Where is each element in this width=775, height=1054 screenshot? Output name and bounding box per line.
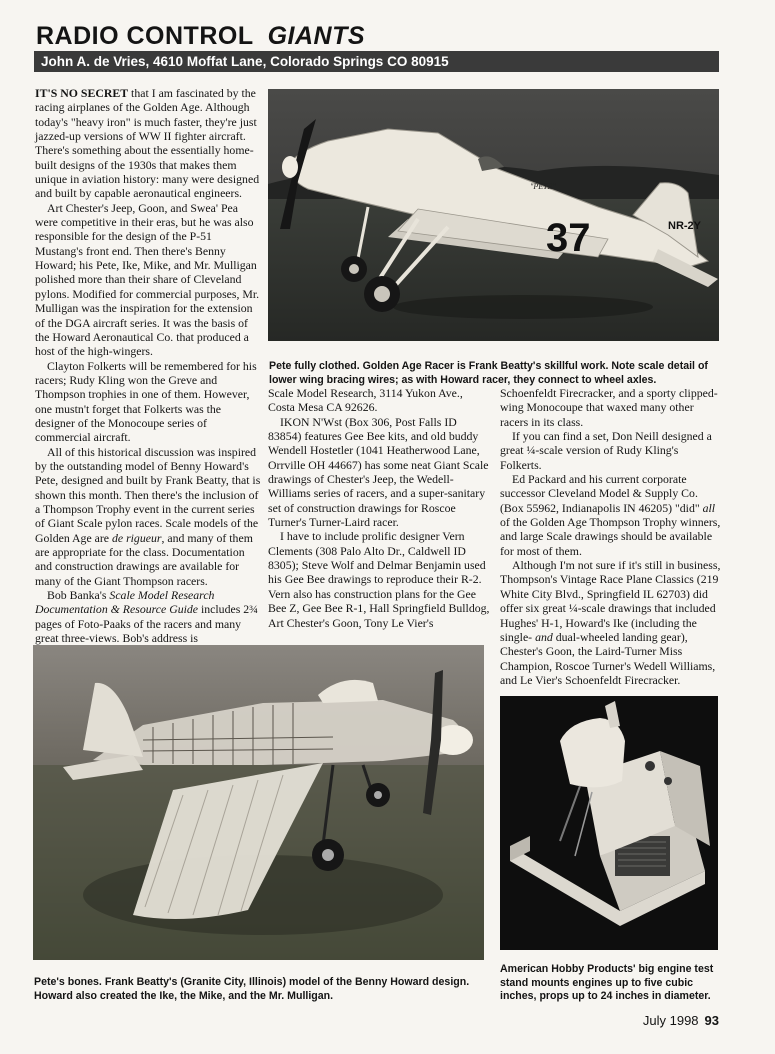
photo-engine-test-stand <box>500 696 718 950</box>
paragraph: Although I'm not sure if it's still in business, Thompson's Vintage Race Plane Classics (219 White City Blvd., Springfield IL 62703) did offer six great ¼-scale drawings that included Hughes' H-1, Howard's Ike (including the single- and dual-wheeled landing gear), Chester's Goon, the Laird-Turner Miss Champion, Roscoe Turner's Wedell Williams, and Le Vier's Schoenfeldt Firecracker. <box>500 558 721 687</box>
registration-marking: NR-2Y <box>668 220 702 232</box>
paragraph: Schoenfeldt Firecracker, and a sporty clipped-wing Monocoupe that waxed many other racers in its class. <box>500 386 718 429</box>
column-3 <box>500 386 722 687</box>
caption-bottom-right-photo: American Hobby Products' big engine test stand mounts engines up to five cubic inches, props up to 24 inches in diameter. <box>500 963 714 1003</box>
paragraph: If you can find a set, Don Neill designed a great ¼-scale version of Rudy Kling's Folkerts. <box>500 429 712 472</box>
title-main: RADIO CONTROL <box>36 22 254 50</box>
caption-top-photo: Pete fully clothed. Golden Age Racer is Frank Beatty's skillful work. Note scale detail of lower wing bracing wires; as with Howard racer, they connect to wheel axles. <box>269 360 708 386</box>
page-footer <box>643 1013 719 1028</box>
caption-bottom-left-photo: Pete's bones. Frank Beatty's (Granite City, Illinois) model of the Benny Howard design. Howard also created the Ike, the Mike, and the Mr. Mulligan. <box>34 976 470 1002</box>
title-accent: GIANTS <box>267 22 366 50</box>
paragraph: Ed Packard and his current corporate successor Cleveland Model & Supply Co. (Box 55962, Indianapolis IN 46205) "did" all of the Golden Age Thompson Trophy winners, and large Scale drawings should be available for most of them. <box>500 472 721 558</box>
pete-skeleton-image <box>33 645 484 960</box>
author-byline: John A. de Vries, 4610 Moffat Lane, Colorado Springs CO 80915 <box>34 51 719 72</box>
page-number: 93 <box>704 1013 719 1028</box>
paragraph: Scale Model Research, 3114 Yukon Ave., Costa Mesa CA 92626. <box>268 386 463 415</box>
pete-racer-image <box>268 89 719 341</box>
paragraph: IKON N'Wst (Box 306, Post Falls ID 83854) features Gee Bee kits, and old buddy Wendell Hostetler (1041 Heatherwood Lane, Orrville OH 44667) has some neat Giant Scale drawings of Chester's Jeep, the Wedell-Williams series of racers, and a super-sanitary set of construction drawings for Roscoe Turner's Turner-Laird racer. <box>268 414 489 530</box>
engine-test-stand-image <box>500 696 718 950</box>
paragraph: Clayton Folkerts will be remembered for his racers; Rudy Kling won the Greve and Thompson trophies in one of them. However, one mustn't forget that Folkerts was the designer of the Monocoupe series of commercial aircraft. <box>35 358 257 445</box>
paragraph: All of this historical discussion was inspired by the outstanding model of Benny Howard's Pete, designed and built by Frank Beatty, that is shown this month. Then there's the inclusion of a Thompson Trophy event in the current series of Giant Scale pylon races. Scale models of the Golden Age are de rigueur, and many of them are appropriate for the class. Documentation and construction drawings are available for many of the Giant Thompson racers. <box>35 444 261 588</box>
photo-pete-clothed <box>268 89 719 341</box>
photo-pete-bones <box>33 645 484 960</box>
paragraph: IT'S NO SECRET that I am fascinated by the racing airplanes of the Golden Age. Although today's "heavy iron" is much faster, they're just jazzed-up versions of WW II fighter aircraft. There's something about the essentially home-built designs of the 1930s that makes them unique in aviation history: many were designed and built by capable aeronautical engineers. <box>35 86 260 201</box>
paragraph: Bob Banka's Scale Model Research Documentation & Resource Guide includes 2¾ pages of Foto-Paaks of the racers and many great three-views. Bob's address is <box>35 588 259 646</box>
race-number: 37 <box>546 216 591 260</box>
issue-date: July 1998 <box>642 1013 699 1028</box>
column-2 <box>268 386 490 630</box>
paragraph: I have to include prolific designer Vern Clements (308 Palo Alto Dr., Caldwell ID 8305); Steve Wolf and Delmar Benjamin used his Gee Bee drawings to reproduce their R-2. Vern also has construction plans for the Gee Bee Z, Gee Bee R-1, Hall Springfield Bulldog, Art Chester's Goon, Tony Le Vier's <box>268 529 490 630</box>
paragraph: Art Chester's Jeep, Goon, and Swea' Pea were competitive in their eras, but he was also responsible for the design of the P-51 Mustang's front end. Then there's Benny Howard; his Pete, Ike, Mike, and Mr. Mulligan polished more than their share of Cleveland pylons. Modified for commercial purposes, Mr. Mulligan was the inspiration for the extension of the DGA aircraft series. It was the basis of the Howard Aeronautical Co. that produced a host of the high-wingers. <box>35 200 260 359</box>
nose-script: "PETE" <box>530 182 556 191</box>
lead-in: IT'S NO SECRET <box>35 86 129 100</box>
page-title <box>36 22 365 51</box>
column-1 <box>35 86 261 645</box>
